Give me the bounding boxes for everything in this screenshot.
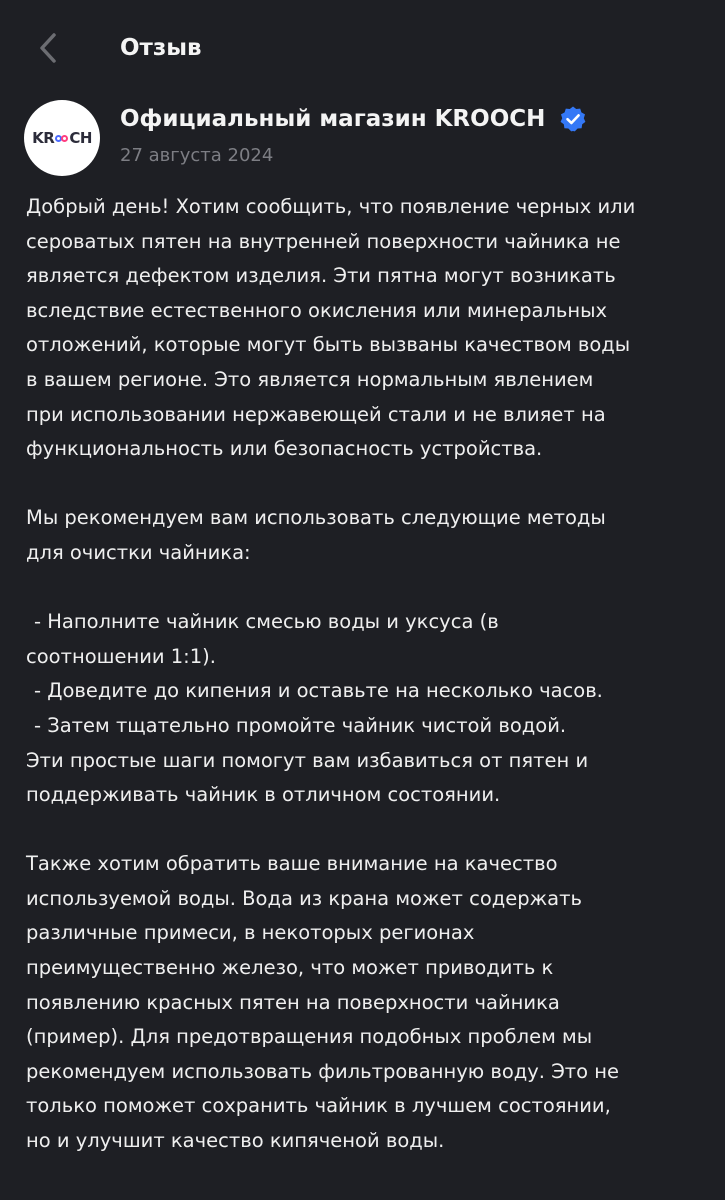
review-line: преимущественно железо, что может приводить к [26,956,554,980]
paragraph-gap [26,467,702,502]
review-line: при использовании нержавеющей стали и не влияет на [26,402,606,426]
paragraph-gap [26,813,702,848]
logo-text-right: CH [69,129,92,147]
review-line: различные примеси, в некоторых регионах [26,921,475,945]
review-line: появлению красных пятен на поверхности чайника [26,990,560,1014]
shop-name[interactable]: Официальный магазин KROOCH [120,106,546,132]
review-line: является дефектом изделия. Эти пятна могут возникать [26,264,616,288]
paragraph-gap [26,571,702,606]
store-logo [32,129,92,147]
chevron-left-icon [38,32,58,64]
verified-badge-icon [559,105,587,133]
review-line: для очистки чайника: [26,540,251,564]
review-line: Мы рекомендуем вам использовать следующие методы [26,506,606,530]
logo-dots-icon [55,135,68,142]
author-header [0,96,725,180]
avatar[interactable] [24,100,100,176]
review-line: рекомендуем использовать фильтрованную воду. Это не [26,1059,620,1083]
review-line: вследствие естественного окисления или минеральных [26,298,608,322]
review-date: 27 августа 2024 [120,145,274,166]
review-line: функциональность или безопасность устройства. [26,437,543,461]
review-line: сероватых пятен на внутренней поверхности чайника не [26,229,621,253]
review-line: Также хотим обратить ваше внимание на качество [26,852,558,876]
review-line: только поможет сохранить чайник в лучшем состоянии, [26,1094,611,1118]
logo-text-left: KR [32,129,55,147]
page-title: Отзыв [120,35,202,61]
list-item: - Доведите до кипения и оставьте на несколько часов. [34,679,603,703]
review-line: но и улучшит качество кипяченой воды. [26,1129,445,1153]
review-line: Эти простые шаги помогут вам избавиться от пятен и [26,748,589,772]
review-text [26,190,702,1159]
list-item: - Наполните чайник смесью воды и уксуса (в [34,610,499,634]
review-line: поддерживать чайник в отличном состоянии. [26,783,501,807]
review-line: соотношении 1:1). [26,644,216,668]
review-line: используемой воды. Вода из крана может содержать [26,886,582,910]
review-line: отложений, которые могут быть вызваны качеством воды [26,333,631,357]
review-line: (пример). Для предотвращения подобных проблем мы [26,1025,593,1049]
review-line: в вашем регионе. Это является нормальным явлением [26,367,594,391]
shop-name-row [120,102,587,136]
back-button[interactable] [30,28,66,68]
review-line: Добрый день! Хотим сообщить, что появление черных или [26,195,636,218]
top-bar [0,0,725,96]
list-item: - Затем тщательно промойте чайник чистой водой. [34,713,567,737]
